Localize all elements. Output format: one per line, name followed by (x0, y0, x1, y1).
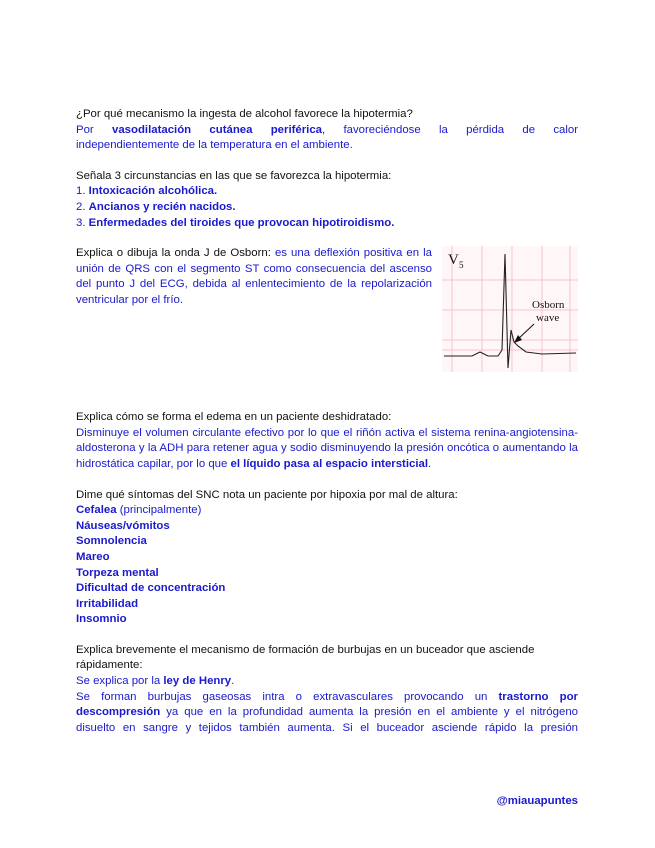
symptom-list (76, 503, 578, 628)
question-block-hipoxia (76, 488, 578, 628)
answer-part: , favoreciéndose la pérdida de calor (322, 123, 579, 136)
answer-part: Se explica por la (76, 675, 164, 688)
answer-part: . (231, 675, 235, 688)
list-number: 3. (76, 216, 89, 229)
answer-text (76, 690, 578, 737)
wave-label: wave (536, 312, 560, 325)
list-item: Torpeza mental (76, 566, 159, 579)
answer-list (76, 184, 578, 231)
list-item (76, 184, 578, 200)
answer-text: independientemente de la temperatura en el ambiente. (76, 139, 353, 152)
answer-bold: el líquido pasa al espacio intersticial (230, 457, 429, 470)
answer-text: es una deflexión positiva en la unión de QRS con el segmento ST como consecuencia del ascenso del punto J del ECG, debida al enlentecimiento de la repolarización ventricular por el frío. (76, 247, 432, 306)
question-block-osborn (76, 246, 578, 372)
lead-subscript: 5 (459, 260, 464, 271)
question-block-alcohol (76, 107, 578, 154)
list-number: 2. (76, 200, 89, 213)
author-handle: @miauapuntes (496, 795, 578, 807)
answer-text (76, 426, 578, 473)
answer-part: Por (76, 123, 112, 136)
ecg-osborn-figure (442, 246, 578, 372)
question-text: ¿Por qué mecanismo la ingesta de alcohol favorece la hipotermia? (76, 108, 413, 120)
document-body (76, 107, 578, 751)
question-text: Señala 3 circunstancias en las que se favorezca la hipotermia: (76, 169, 392, 182)
list-item: Somnolencia (76, 535, 147, 548)
question-block-edema (76, 410, 578, 472)
answer-bold: vasodilatación cutánea periférica (112, 123, 323, 136)
list-item (76, 216, 578, 232)
list-item-note: (principalmente) (116, 504, 202, 517)
list-item-text: Cefalea (76, 504, 117, 517)
question-text: Dime qué síntomas del SNC nota un paciente por hipoxia por mal de altura: (76, 488, 458, 501)
answer-part: ya que en la profundidad aumenta la presión en el ambiente y el nitrógeno disuelto en sangre y tejidos también aumenta. Si el buceador asciende rápido la presión (76, 706, 578, 734)
list-item-text: Enfermedades del tiroides que provocan hipotiroidismo. (88, 216, 395, 229)
list-item-text: Intoxicación alcohólica. (88, 185, 218, 198)
answer-part: . (428, 457, 432, 470)
question-block-circunstancias (76, 169, 578, 231)
osborn-label: Osborn (532, 299, 565, 312)
list-number: 1. (76, 185, 89, 198)
list-item: Insomnio (76, 613, 127, 626)
question-text: Explica brevemente el mecanismo de formación de burbujas en un buceador que asciende rápidamente: (76, 643, 535, 672)
list-item: Náuseas/vómitos (76, 519, 170, 532)
lead-label: V (448, 252, 459, 269)
question-text: Explica cómo se forma el edema en un paciente deshidratado: (76, 411, 392, 424)
answer-text (76, 674, 578, 690)
answer-part: Disminuye el volumen circulante efectivo por lo que el riñón activa el sistema renina-angiotensina-aldosterona y la ADH para retener agua y sodio disminuyendo la presión oncótica o aumentando la hidrostática capilar, por lo que (76, 426, 578, 470)
list-item: Mareo (76, 550, 110, 563)
osborn-paragraph (76, 246, 432, 308)
answer-part: Se forman burbujas gaseosas intra o extravasculares provocando un (76, 690, 499, 703)
list-item: Irritabilidad (76, 597, 139, 610)
answer-bold: trastorno por descompresión (76, 690, 578, 719)
list-item-text: Ancianos y recién nacidos. (88, 200, 236, 213)
question-text: Explica o dibuja la onda J de Osborn: (76, 247, 275, 260)
list-item: Dificultad de concentración (76, 582, 226, 595)
answer-bold: ley de Henry (163, 675, 232, 688)
answer-text (76, 123, 578, 139)
list-item (76, 200, 578, 216)
question-block-burbujas (76, 643, 578, 737)
list-item (76, 503, 578, 519)
